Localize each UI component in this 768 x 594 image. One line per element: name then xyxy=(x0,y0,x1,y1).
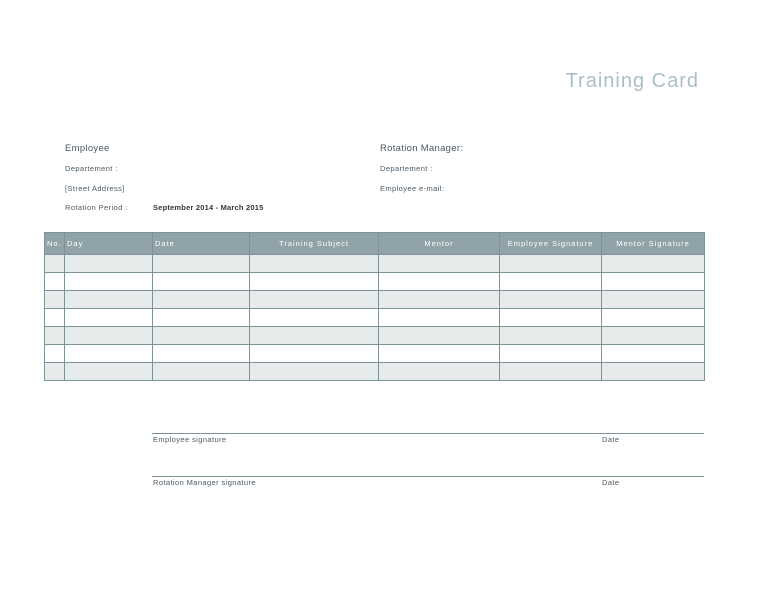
cell-no[interactable] xyxy=(45,273,65,291)
cell-training-subject[interactable] xyxy=(250,255,379,273)
employee-signature-label: Employee signature xyxy=(153,435,227,444)
cell-mentor-signature[interactable] xyxy=(602,363,705,381)
cell-mentor[interactable] xyxy=(379,345,500,363)
table-row xyxy=(45,345,705,363)
cell-date[interactable] xyxy=(153,345,250,363)
cell-mentor-signature[interactable] xyxy=(602,255,705,273)
cell-date[interactable] xyxy=(153,309,250,327)
table-row xyxy=(45,363,705,381)
manager-department-label: Departement : xyxy=(380,164,433,173)
manager-signature-date-label: Date xyxy=(602,478,620,487)
cell-mentor[interactable] xyxy=(379,255,500,273)
cell-mentor-signature[interactable] xyxy=(602,291,705,309)
rotation-period-value: September 2014 - March 2015 xyxy=(153,203,264,212)
cell-no[interactable] xyxy=(45,363,65,381)
table-row xyxy=(45,273,705,291)
training-table xyxy=(44,232,705,381)
column-header-training-subject: Training Subject xyxy=(250,233,379,255)
cell-date[interactable] xyxy=(153,255,250,273)
street-address-field[interactable]: [Street Address] xyxy=(65,184,125,193)
cell-mentor[interactable] xyxy=(379,309,500,327)
cell-training-subject[interactable] xyxy=(250,363,379,381)
cell-date[interactable] xyxy=(153,273,250,291)
column-header-no: No. xyxy=(45,233,65,255)
cell-day[interactable] xyxy=(65,363,153,381)
column-header-mentor-signature: Mentor Signature xyxy=(602,233,705,255)
cell-employee-signature[interactable] xyxy=(500,255,602,273)
employee-department-label: Departement : xyxy=(65,164,118,173)
rotation-period-label: Rotation Period : xyxy=(65,203,128,212)
cell-mentor-signature[interactable] xyxy=(602,327,705,345)
cell-date[interactable] xyxy=(153,291,250,309)
cell-mentor[interactable] xyxy=(379,291,500,309)
employee-heading: Employee xyxy=(65,143,110,154)
cell-employee-signature[interactable] xyxy=(500,327,602,345)
cell-mentor-signature[interactable] xyxy=(602,309,705,327)
column-header-mentor: Mentor xyxy=(379,233,500,255)
manager-signature-line[interactable] xyxy=(152,476,704,477)
cell-no[interactable] xyxy=(45,309,65,327)
document-title: Training Card xyxy=(565,70,699,92)
cell-no[interactable] xyxy=(45,345,65,363)
column-header-employee-signature: Employee Signature xyxy=(500,233,602,255)
table-row xyxy=(45,327,705,345)
rotation-manager-heading: Rotation Manager: xyxy=(380,143,464,154)
cell-training-subject[interactable] xyxy=(250,309,379,327)
table-header-row xyxy=(45,233,705,255)
employee-signature-date-label: Date xyxy=(602,435,620,444)
table-row xyxy=(45,309,705,327)
cell-mentor[interactable] xyxy=(379,273,500,291)
cell-employee-signature[interactable] xyxy=(500,363,602,381)
cell-training-subject[interactable] xyxy=(250,273,379,291)
cell-day[interactable] xyxy=(65,327,153,345)
column-header-day: Day xyxy=(65,233,153,255)
cell-employee-signature[interactable] xyxy=(500,291,602,309)
cell-employee-signature[interactable] xyxy=(500,273,602,291)
cell-employee-signature[interactable] xyxy=(500,309,602,327)
table-row xyxy=(45,291,705,309)
cell-day[interactable] xyxy=(65,273,153,291)
cell-training-subject[interactable] xyxy=(250,327,379,345)
cell-training-subject[interactable] xyxy=(250,291,379,309)
cell-no[interactable] xyxy=(45,327,65,345)
employee-signature-line[interactable] xyxy=(152,433,704,434)
cell-date[interactable] xyxy=(153,327,250,345)
manager-signature-label: Rotation Manager signature xyxy=(153,478,256,487)
cell-day[interactable] xyxy=(65,345,153,363)
table-row xyxy=(45,255,705,273)
cell-day[interactable] xyxy=(65,291,153,309)
cell-no[interactable] xyxy=(45,255,65,273)
cell-day[interactable] xyxy=(65,309,153,327)
cell-day[interactable] xyxy=(65,255,153,273)
employee-email-label: Employee e-mail: xyxy=(380,184,445,193)
cell-mentor[interactable] xyxy=(379,327,500,345)
cell-mentor-signature[interactable] xyxy=(602,345,705,363)
cell-training-subject[interactable] xyxy=(250,345,379,363)
cell-mentor-signature[interactable] xyxy=(602,273,705,291)
column-header-date: Date xyxy=(153,233,250,255)
cell-employee-signature[interactable] xyxy=(500,345,602,363)
cell-date[interactable] xyxy=(153,363,250,381)
cell-mentor[interactable] xyxy=(379,363,500,381)
cell-no[interactable] xyxy=(45,291,65,309)
